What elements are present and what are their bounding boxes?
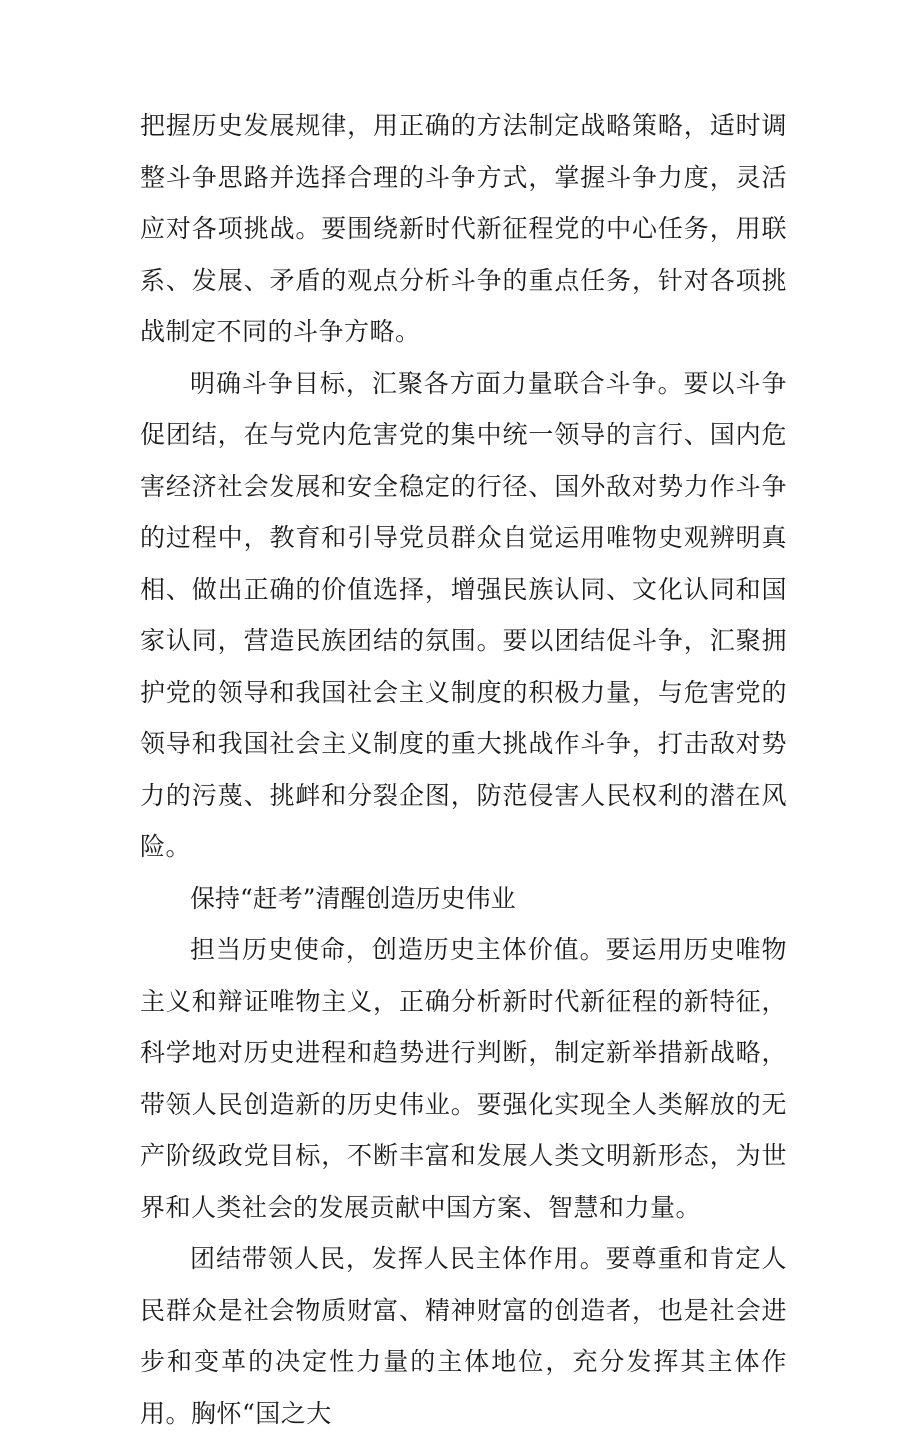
document-body	[140, 100, 787, 1439]
section-heading: 保持“赶考”清醒创造历史伟业	[190, 883, 516, 913]
paragraph-continuation: 把握历史发展规律，用正确的方法制定战略策略，适时调整斗争思路并选择合理的斗争方式，掌握斗争力度，灵活应对各项挑战。要围绕新时代新征程党的中心任务，用联系、发展、矛盾的观点分析斗争的重点任务，针对各项挑战制定不同的斗争方略。	[140, 111, 787, 346]
paragraph-historical-mission: 担当历史使命，创造历史主体价值。要运用历史唯物主义和辩证唯物主义，正确分析新时代新征程的新特征，科学地对历史进程和趋势进行判断，制定新举措新战略，带领人民创造新的历史伟业。要强化实现全人类解放的无产阶级政党目标，不断丰富和发展人类文明新形态，为世界和人类社会的发展贡献中国方案、智慧和力量。	[140, 935, 787, 1222]
paragraph-struggle-goals: 明确斗争目标，汇聚各方面力量联合斗争。要以斗争促团结，在与党内危害党的集中统一领导的言行、国内危害经济社会发展和安全稳定的行径、国外敌对势力作斗争的过程中，教育和引导党员群众自觉运用唯物史观辨明真相、做出正确的价值选择，增强民族认同、文化认同和国家认同，营造民族团结的氛围。要以团结促斗争，汇聚拥护党的领导和我国社会主义制度的积极力量，与危害党的领导和我国社会主义制度的重大挑战作斗争，打击敌对势力的污蔑、挑衅和分裂企图，防范侵害人民权利的潜在风险。	[140, 368, 787, 861]
paragraph-unite-people: 团结带领人民，发挥人民主体作用。要尊重和肯定人民群众是社会物质财富、精神财富的创造者，也是社会进步和变革的决定性力量的主体地位，充分发挥其主体作用。胸怀“国之大	[140, 1244, 787, 1428]
